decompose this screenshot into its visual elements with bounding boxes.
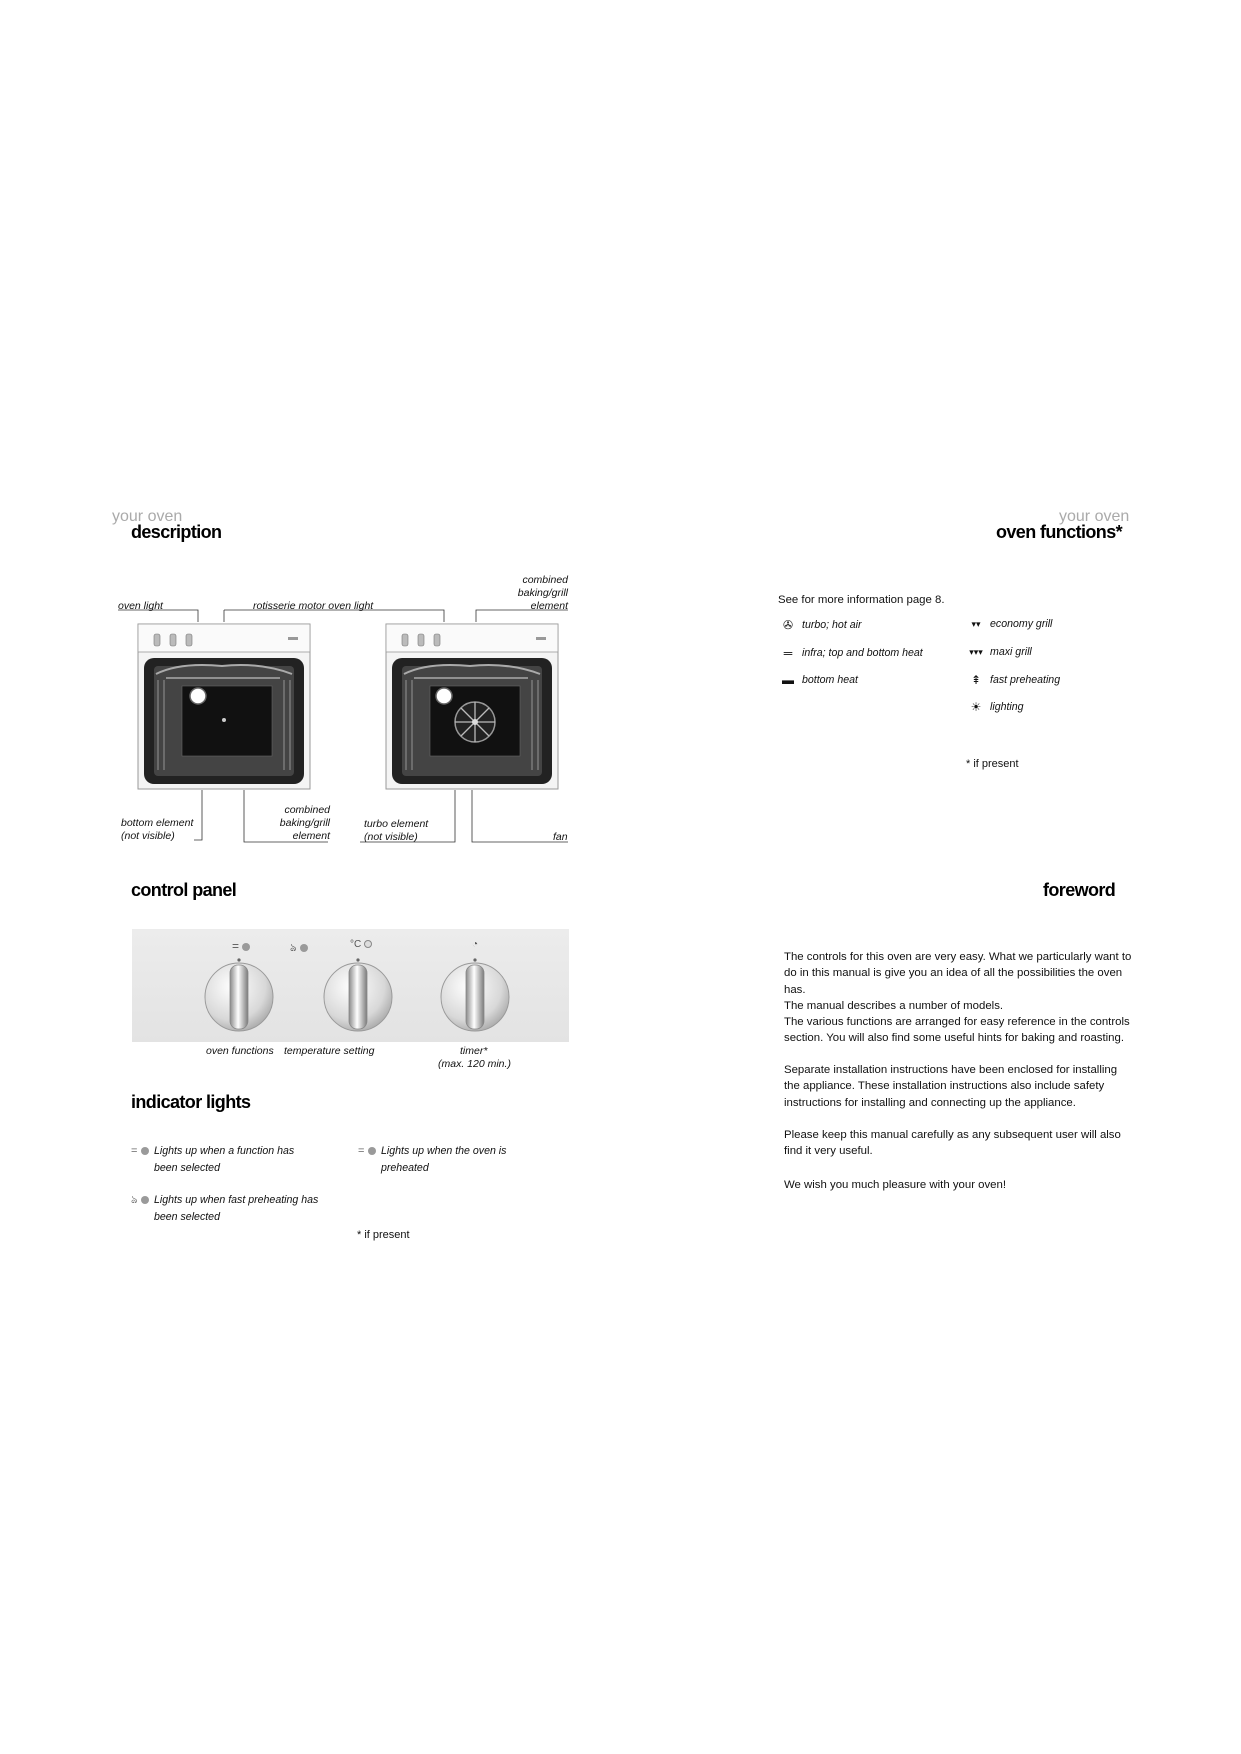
function-bottom-heat: ▬ bottom heat [778,673,858,687]
timer-icon: ◔ [472,939,479,950]
foreword-paragraph-5: Please keep this manual carefully as any subsequent user will also find it very useful. [784,1129,1121,1158]
footnote-right: * if present [966,758,1019,770]
bottom-heat-icon: ▬ [782,673,794,687]
foreword-title: foreword [1043,880,1116,900]
label-combined-bottom: combined baking/grill element [279,804,330,842]
lamp-icon: ☀ [970,700,982,714]
fan-icon: ✇ [782,618,794,632]
function-lighting: ☀ lighting [966,700,1024,714]
temperature-knob[interactable] [324,958,392,1031]
foreword-paragraph-4: Separate installation instructions have been enclosed for installing the appliance. These installation instructions also include safety instructions for installing and connecting up the appliance. [784,1064,1118,1109]
foreword-paragraph-1: The controls for this oven are very easy. What we particularly want to do in this manual is give you an idea of all the possibilities the oven has. [784,951,1132,996]
oven-functions-knob[interactable] [205,958,273,1031]
label-timer-max: (max. 120 min.) [438,1058,511,1070]
indicator-lights-title: indicator lights [131,1092,251,1112]
label-combined-top: combined baking/grill element [517,574,568,612]
label-oven-light: oven light [118,600,163,612]
function-turbo: ✇ turbo; hot air [778,618,861,632]
control-panel-image [132,929,569,1042]
function-economy-grill: ▾▾ economy grill [966,618,1052,630]
economy-grill-icon: ▾▾ [971,618,981,629]
indicator-function-selected: = Lights up when a function has been selected [131,1145,295,1174]
running-head-right: your oven [1059,508,1130,525]
running-head-left: your oven [112,508,183,525]
foreword-paragraph-6: We wish you much pleasure with your oven! [784,1179,1007,1191]
label-temperature-setting: temperature setting [284,1045,375,1057]
function-maxi-grill: ▾▾▾ maxi grill [966,646,1032,658]
oven-functions-icon: = [232,939,250,953]
oven-right-illustration [386,624,558,789]
label-rotisserie: rotisserie motor oven light [253,600,374,612]
maxi-grill-icon: ▾▾▾ [969,646,983,657]
top-bottom-heat-icon: ═ [783,646,793,660]
indicator-oven-preheated: = Lights up when the oven is preheated [358,1145,507,1174]
control-panel-title: control panel [131,880,237,900]
footnote-left: * if present [357,1229,410,1241]
label-oven-functions: oven functions [206,1045,274,1057]
fast-preheat-indicator-icon: ঌ [290,939,308,958]
label-fan: fan [553,831,568,843]
timer-knob[interactable] [441,958,509,1031]
fast-preheat-icon: ⇞ [970,673,982,687]
label-bottom-element: bottom element (not visible) [121,817,194,842]
description-title: description [131,522,222,542]
oven-functions-title: oven functions* [996,522,1123,542]
indicator-fast-preheating: ঌ Lights up when fast preheating has been selected [131,1194,319,1223]
label-timer: timer* [460,1045,488,1057]
function-fast-preheating: ⇞ fast preheating [966,673,1060,687]
foreword-paragraph-2: The manual describes a number of models. [784,1000,1004,1012]
temperature-icon: °C [350,939,372,950]
label-turbo-element: turbo element (not visible) [364,818,429,843]
oven-left-illustration [138,624,310,789]
oven-functions-intro: See for more information page 8. [778,594,945,606]
function-infra: ═ infra; top and bottom heat [778,646,923,660]
foreword-paragraph-3: The various functions are arranged for easy reference in the controls section. You will also find some useful hints for baking and roasting. [784,1016,1130,1045]
